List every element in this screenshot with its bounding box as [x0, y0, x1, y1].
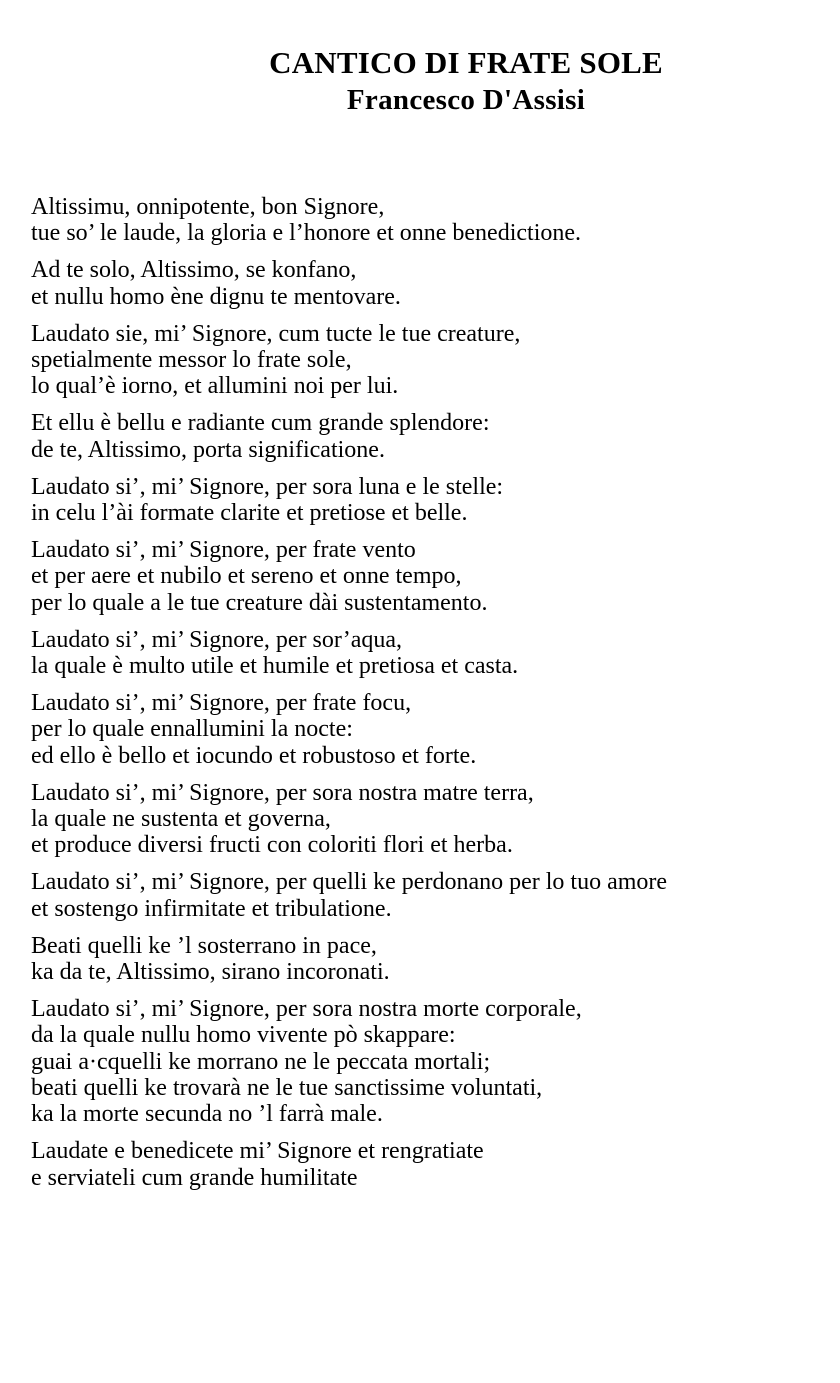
poem-body [31, 194, 821, 1202]
poem-line: et per aere et nubilo et sereno et onne tempo, [31, 563, 462, 590]
stanza [31, 780, 821, 859]
poem-line: Beati quelli ke ’l sosterrano in pace, [31, 932, 377, 959]
poem-line: spetialmente messor lo frate sole, [31, 347, 352, 374]
poem-line: et produce diversi fructi con coloriti flori et herba. [31, 832, 513, 859]
poem-line: la quale ne sustenta et governa, [31, 806, 331, 833]
stanza [31, 933, 821, 985]
poem-line: beati quelli ke trovarà ne le tue sanctissime voluntati, [31, 1074, 543, 1101]
poem-line: Laudato si’, mi’ Signore, per quelli ke perdonano per lo tuo amore [31, 869, 668, 896]
poem-line: la quale è multo utile et humile et pretiosa et casta. [31, 653, 519, 680]
poem-line: et sostengo infirmitate et tribulatione. [31, 895, 392, 922]
stanza [31, 410, 821, 462]
poem-line: et nullu homo ène dignu te mentovare. [31, 283, 401, 310]
stanza [31, 474, 821, 526]
poem-line: Laudato si’, mi’ Signore, per frate vento [31, 537, 416, 564]
poem-line: tue so’ le laude, la gloria e l’honore et onne benedictione. [31, 220, 582, 247]
stanza [31, 321, 821, 400]
stanza [31, 627, 821, 679]
stanza [31, 537, 821, 616]
poem-line: Laudato si’, mi’ Signore, per sora nostra morte corporale, [31, 996, 582, 1023]
stanza [31, 194, 821, 246]
stanza [31, 257, 821, 309]
poem-line: Altissimu, onnipotente, bon Signore, [31, 194, 385, 220]
poem-line: e serviateli cum grande humilitate [31, 1164, 358, 1191]
poem-title: CANTICO DI FRATE SOLE [269, 45, 663, 80]
poem-line: lo qual’è iorno, et allumini noi per lui. [31, 373, 399, 400]
poem-line: per lo quale a le tue creature dài sustentamento. [31, 589, 488, 616]
stanza [31, 869, 821, 921]
poem-line: Laudato si’, mi’ Signore, per sor’aqua, [31, 626, 403, 653]
poem-line: Laudate e benedicete mi’ Signore et rengratiate [31, 1138, 484, 1165]
poem-line: Ad te solo, Altissimo, se konfano, [31, 257, 357, 284]
poem-line: Laudato sie, mi’ Signore, cum tucte le tue creature, [31, 320, 521, 347]
poem-line: Et ellu è bellu e radiante cum grande splendore: [31, 410, 490, 437]
poem-line: Laudato si’, mi’ Signore, per frate focu, [31, 690, 412, 717]
poem-line: guai a·cquelli ke morrano ne le peccata mortali; [31, 1048, 491, 1075]
poem-author: Francesco D'Assisi [346, 84, 586, 116]
poem-line: de te, Altissimo, porta significatione. [31, 436, 385, 463]
header [0, 44, 840, 118]
poem-line: ka da te, Altissimo, sirano incoronati. [31, 959, 390, 986]
poem-line: ed ello è bello et iocundo et robustoso et forte. [31, 742, 477, 769]
stanza [31, 690, 821, 769]
poem-line: Laudato si’, mi’ Signore, per sora nostra matre terra, [31, 779, 534, 806]
poem-line: per lo quale ennallumini la nocte: [31, 716, 353, 743]
poem-line: Laudato si’, mi’ Signore, per sora luna e le stelle: [31, 473, 504, 500]
poem-line: in celu l’ài formate clarite et pretiose et belle. [31, 500, 468, 527]
poem-line: da la quale nullu homo vivente pò skappare: [31, 1022, 456, 1049]
stanza [31, 996, 821, 1127]
stanza [31, 1138, 821, 1190]
poem-line: ka la morte secunda no ’l farrà male. [31, 1101, 383, 1128]
